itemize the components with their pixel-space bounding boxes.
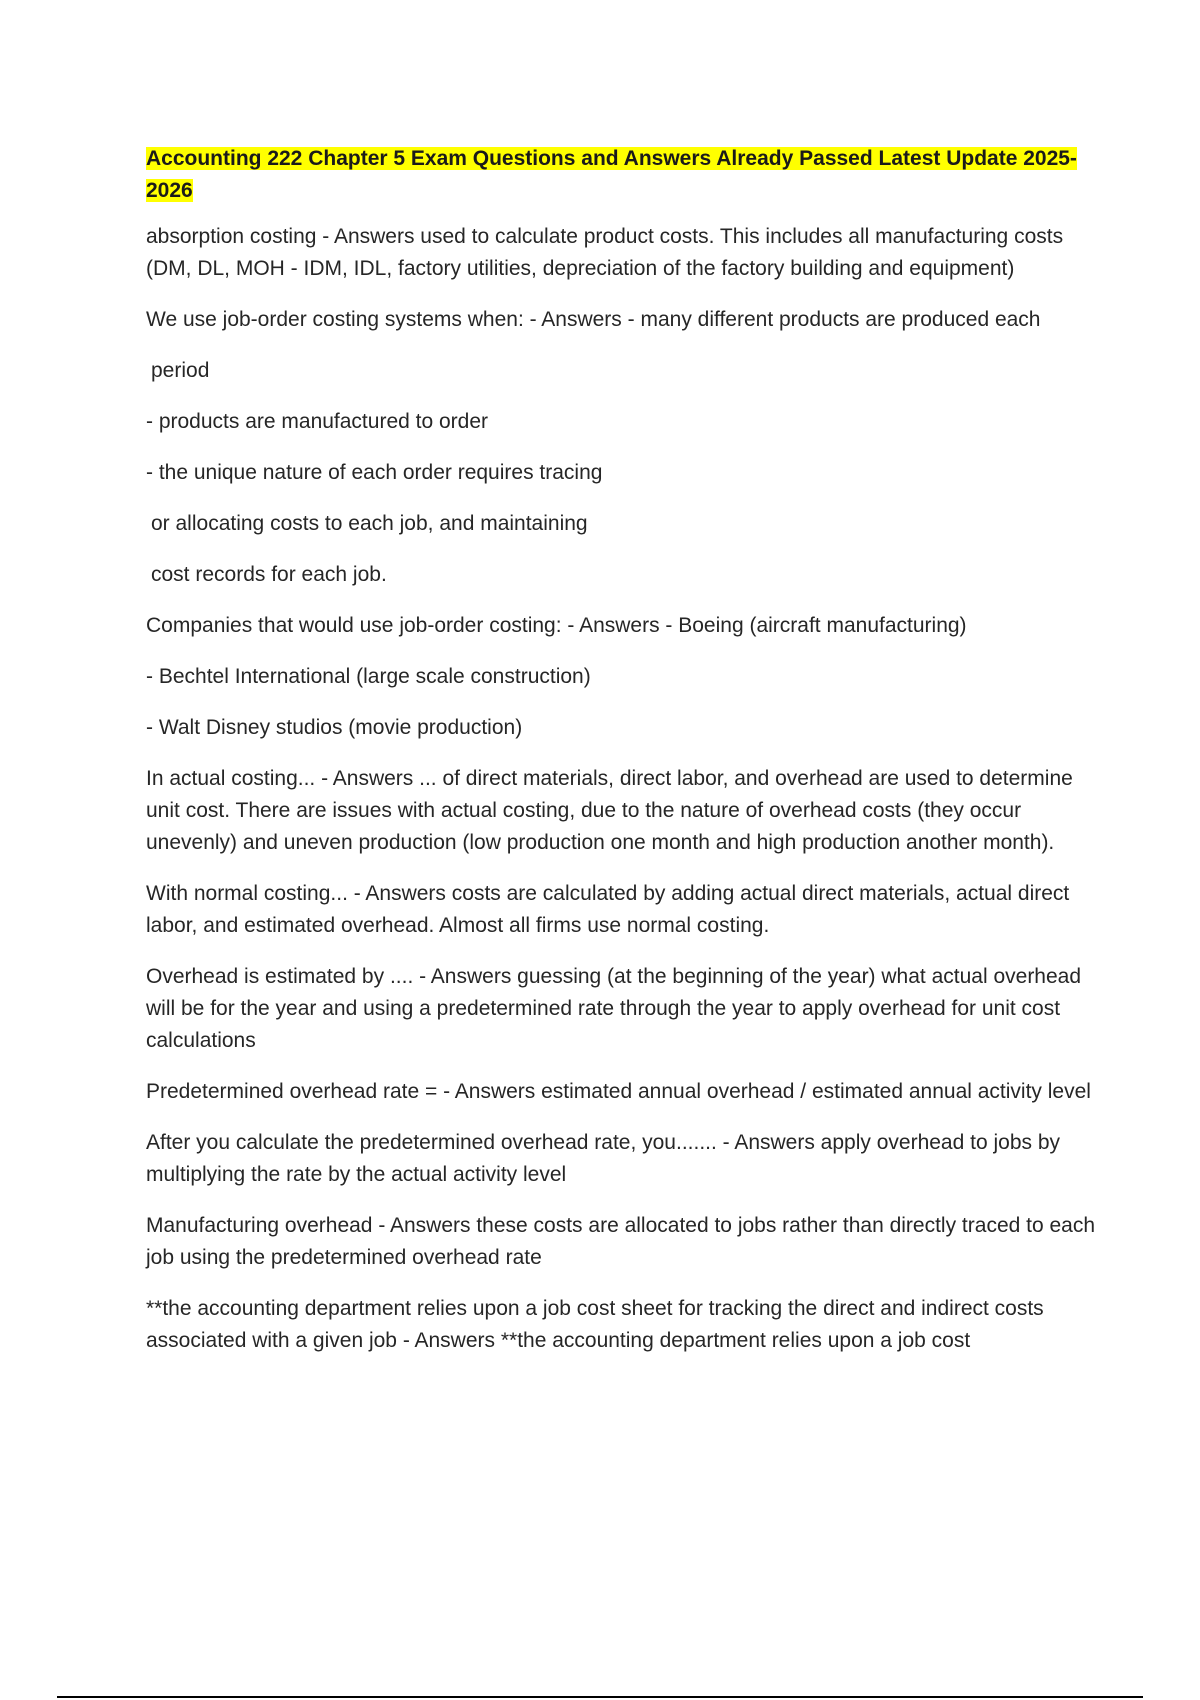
- document-title: [146, 143, 1096, 207]
- paragraph-job-cost-sheet: **the accounting department relies upon a job cost sheet for tracking the direct and indirect costs associated with a given job - Answers **the accounting department relies upon a job cost: [146, 1297, 1044, 1352]
- paragraph-absorption-costing: absorption costing - Answers used to calculate product costs. This includes all manufacturing costs (DM, DL, MOH - IDM, IDL, factory utilities, depreciation of the factory building and equipment): [146, 225, 1064, 280]
- paragraph-overhead-estimated: Overhead is estimated by .... - Answers guessing (at the beginning of the year) what actual overhead will be for the year and using a predetermined rate through the year to apply overhead for unit cost calculations: [146, 965, 1082, 1052]
- paragraph-manufactured-to-order: - products are manufactured to order: [146, 410, 489, 433]
- paragraph-manufacturing-overhead: Manufacturing overhead - Answers these costs are allocated to jobs rather than directly traced to each job using the predetermined overhead rate: [146, 1214, 1096, 1269]
- paragraph-actual-costing: In actual costing... - Answers ... of direct materials, direct labor, and overhead are used to determine unit cost. There are issues with actual costing, due to the nature of overhead costs (they occur unevenly) and uneven production (low production one month and high production another month).: [146, 767, 1073, 854]
- paragraph-after-calculate: After you calculate the predetermined overhead rate, you....... - Answers apply overhead to jobs by multiplying the rate by the actual activity level: [146, 1131, 1061, 1186]
- title-highlight: Accounting 222 Chapter 5 Exam Questions and Answers Already Passed Latest Update 2025-2026: [146, 147, 1077, 202]
- paragraph-period: period: [151, 359, 210, 382]
- paragraph-predetermined-rate: Predetermined overhead rate = - Answers estimated annual overhead / estimated annual activity level: [146, 1080, 1091, 1103]
- paragraph-unique-nature: - the unique nature of each order requires tracing: [146, 461, 603, 484]
- paragraph-cost-records: cost records for each job.: [151, 563, 387, 586]
- paragraph-companies: Companies that would use job-order costing: - Answers - Boeing (aircraft manufacturing): [146, 614, 967, 637]
- paragraph-bechtel: - Bechtel International (large scale construction): [146, 665, 591, 688]
- page-bottom-rule: [57, 1696, 1143, 1698]
- paragraph-normal-costing: With normal costing... - Answers costs are calculated by adding actual direct materials, actual direct labor, and estimated overhead. Almost all firms use normal costing.: [146, 882, 1070, 937]
- paragraph-disney: - Walt Disney studios (movie production): [146, 716, 523, 739]
- paragraph-job-order-when: We use job-order costing systems when: - Answers - many different products are produced each: [146, 308, 1041, 331]
- document-body: [146, 143, 1096, 1376]
- paragraph-allocating-costs: or allocating costs to each job, and maintaining: [151, 512, 588, 535]
